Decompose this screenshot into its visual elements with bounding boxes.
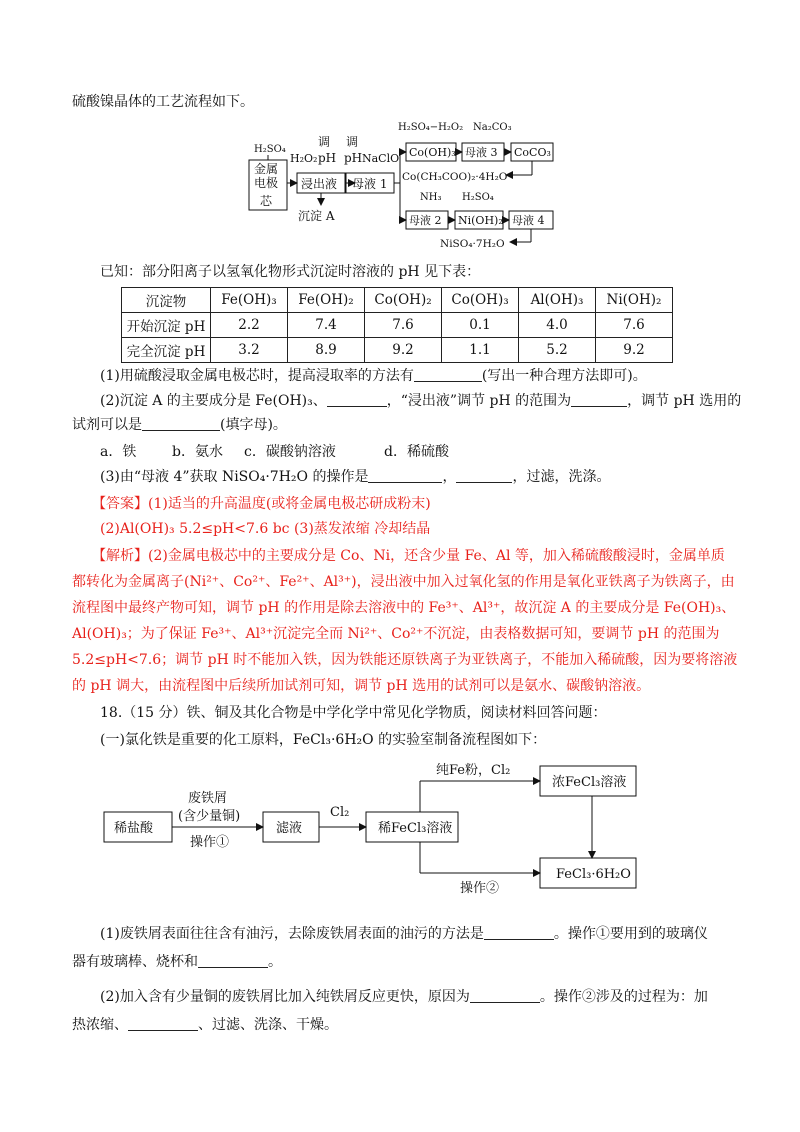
metal-label-1: 金属 — [254, 162, 279, 176]
question-1-text: (1)用硫酸浸取金属电极芯时，提高浸取率的方法有 — [100, 368, 414, 384]
analysis-line-2: 都转化为金属离子(Ni²⁺、Co²⁺、Fe²⁺、Al³⁺)，浸出液中加入过氧化氢的作用是氧化亚铁离子为铁离子，由 — [72, 574, 735, 590]
table-cell: 1.1 — [442, 338, 519, 363]
question-2-text-b: ，“浸出液”调节 pH 的范围为 — [386, 393, 572, 409]
answer-blank — [470, 987, 540, 1003]
operation-2-label: 操作② — [460, 881, 500, 896]
h2so4-label: H₂SO₄ — [254, 144, 286, 155]
chlorine-label: Cl₂ — [330, 805, 350, 820]
table-cell: Fe(OH)₃ — [211, 288, 288, 313]
coco3-label: CoCO₃ — [514, 146, 551, 159]
operation-1-label: 操作① — [190, 835, 230, 850]
precipitation-ph-table — [121, 287, 673, 363]
options-line — [100, 442, 760, 462]
answer-blank — [484, 924, 554, 940]
question-18-1-line-1 — [100, 924, 760, 944]
table-cell: 9.2 — [596, 338, 673, 363]
metal-label-2: 电极 — [254, 176, 279, 190]
ferric-chloride-flow-diagram — [0, 748, 800, 908]
table-cell: Co(OH)₂ — [365, 288, 442, 313]
concentrated-fecl3-label: 浓FeCl₃溶液 — [552, 775, 627, 790]
table-cell: 完全沉淀 pH — [122, 338, 211, 363]
question-2-text-d: 试剂可以是 — [72, 417, 142, 433]
pure-iron-chlorine-label: 纯Fe粉，Cl₂ — [436, 763, 511, 778]
question-18-1-text: (1)废铁屑表面往往含有油污，去除废铁屑表面的油污的方法是 — [100, 926, 484, 942]
question-3 — [100, 467, 760, 487]
product-label: FeCl₃·6H₂O — [556, 867, 631, 882]
intro-text: 硫酸镍晶体的工艺流程如下。 — [72, 94, 254, 110]
analysis-line-3: 流程图中最终产物可知，调节 pH 的作用是除去溶液中的 Fe³⁺、Al³⁺，故沉淀 A 的主要成分是 Fe(OH)₃、 — [72, 600, 736, 616]
mother-liquor-1-label: 母液 1 — [352, 177, 388, 191]
analysis-line-5: 5.2≤pH<7.6；调节 pH 时不能加入铁，因为铁能还原铁离子为亚铁离子，不能加入稀硫酸，因为要将溶液 — [72, 652, 738, 668]
answer-blank — [456, 467, 512, 483]
question-18-2-text-d: 、过滤、洗涤、干燥。 — [198, 1017, 338, 1033]
nickel-process-flow-diagram — [0, 0, 800, 260]
option-a: a．铁 — [100, 444, 137, 460]
mother-liquor-2-label: 母液 2 — [409, 214, 442, 227]
tiao-label-2: 调 — [346, 135, 359, 149]
question-2-text: (2)沉淀 A 的主要成分是 Fe(OH)₃、 — [100, 393, 327, 409]
mother-liquor-4-label: 母液 4 — [512, 214, 545, 227]
question-1-tail: (写出一种合理方法即可)。 — [481, 368, 647, 384]
question-18-2-text-b: 。操作②涉及的过程为：加 — [539, 989, 708, 1005]
answer-blank — [128, 1015, 198, 1031]
table-cell: 沉淀物 — [122, 288, 211, 313]
question-18-1-text-d: 。 — [268, 954, 282, 970]
filtrate-label: 滤液 — [276, 821, 303, 836]
question-3-text: (3)由“母液 4”获取 NiSO₄·7H₂O 的操作是 — [100, 469, 369, 485]
answer-blank — [368, 467, 442, 483]
answer-blank — [142, 415, 220, 431]
dilute-fecl3-label: 稀FeCl₃溶液 — [378, 821, 453, 836]
table-cell: 7.4 — [288, 313, 365, 338]
part-1-heading: (一)氯化铁是重要的化工原料，FeCl₃·6H₂O 的实验室制备流程图如下： — [100, 732, 547, 748]
h2o2-label: H₂O₂ — [290, 152, 318, 165]
precipitate-a-label: 沉淀 A — [298, 209, 335, 223]
analysis-text-1: (2)金属电极芯中的主要成分是 Co、Ni，还含少量 Fe、Al 等，加入稀硫酸酸浸时，金属单质 — [148, 548, 725, 564]
known-text: 已知：部分阳离子以氢氧化物形式沉淀时溶液的 pH 见下表： — [100, 264, 481, 280]
ph-label-2: pH — [344, 151, 363, 165]
tiao-label-1: 调 — [318, 135, 331, 149]
question-18-2-line-1 — [100, 987, 760, 1007]
answer-tag: 【答案】 — [92, 496, 148, 512]
metal-label-3: 芯 — [260, 194, 273, 208]
option-d: d．稀硫酸 — [384, 444, 449, 460]
question-18-1-text-c: 器有玻璃棒、烧杯和 — [72, 954, 198, 970]
table-cell: 8.9 — [288, 338, 365, 363]
table-row — [122, 338, 673, 363]
answer-line-2: (2)Al(OH)₃ 5.2≤pH<7.6 bc (3)蒸发浓缩 冷却结晶 — [100, 521, 431, 537]
question-18-2-text: (2)加入含有少量铜的废铁屑比加入纯铁屑反应更快，原因为 — [100, 989, 470, 1005]
answer-blank — [327, 391, 387, 407]
scrap-iron-label: 废铁屑 — [188, 791, 228, 806]
question-1 — [100, 366, 760, 386]
nh3-label: NH₃ — [420, 192, 442, 203]
niso4-label: NiSO₄·7H₂O — [440, 238, 505, 250]
question-18-2-text-c: 热浓缩、 — [72, 1017, 128, 1033]
answer-blank — [571, 391, 627, 407]
table-cell: 2.2 — [211, 313, 288, 338]
question-2-line-2 — [72, 415, 732, 435]
question-18-heading: 18.（15 分）铁、铜及其化合物是中学化学中常见化学物质，阅读材料回答问题： — [100, 705, 607, 721]
cooh3-label: Co(OH)₃ — [409, 146, 456, 159]
table-cell: 7.6 — [596, 313, 673, 338]
table-header-row — [122, 288, 673, 313]
table-cell: Co(OH)₃ — [442, 288, 519, 313]
analysis-line-6: 的 pH 调大，由流程图中后续所加试剂可知，调节 pH 选用的试剂可以是氨水、碳酸钠溶液。 — [72, 678, 651, 694]
mother-liquor-3-label: 母液 3 — [465, 146, 498, 159]
ph-label-1: pH — [318, 151, 337, 165]
question-3-tail: ，过滤，洗涤。 — [512, 469, 611, 485]
question-18-2-line-2 — [72, 1015, 732, 1035]
table-cell: 4.0 — [519, 313, 596, 338]
question-3-sep: ， — [442, 469, 457, 485]
question-2-text-c: ，调节 pH 选用的 — [627, 393, 742, 409]
h2so4-label-2: H₂SO₄ — [462, 192, 494, 203]
analysis-tag: 【解析】 — [92, 548, 148, 564]
table-cell: 7.6 — [365, 313, 442, 338]
answer-line-1 — [92, 494, 752, 514]
answer-blank — [414, 366, 482, 382]
answer-blank — [198, 952, 268, 968]
question-2-line-1 — [100, 391, 760, 411]
hydrochloric-acid-label: 稀盐酸 — [114, 821, 154, 836]
option-b: b．氨水 — [172, 444, 223, 460]
table-cell: Fe(OH)₂ — [288, 288, 365, 313]
table-cell: 5.2 — [519, 338, 596, 363]
cobalt-acetate-label: Co(CH₃COO)₂·4H₂O — [402, 171, 508, 183]
nioh2-label: Ni(OH)₂ — [458, 214, 503, 227]
question-18-1-text-b: 。操作①要用到的玻璃仪 — [553, 926, 708, 942]
leach-liquid-label: 浸出液 — [301, 177, 338, 191]
option-c: c．碳酸钠溶液 — [244, 444, 336, 460]
table-cell: 9.2 — [365, 338, 442, 363]
table-cell: Ni(OH)₂ — [596, 288, 673, 313]
question-2-text-e: (填字母)。 — [220, 417, 287, 433]
h2so4-h2o2-label: H₂SO₄−H₂O₂ — [398, 122, 464, 133]
analysis-line-4: Al(OH)₃；为了保证 Fe³⁺、Al³⁺沉淀完全而 Ni²⁺、Co²⁺不沉淀，由表格数据可知，要调节 pH 的范围为 — [72, 626, 720, 642]
question-18-1-line-2 — [72, 952, 732, 972]
table-cell: 开始沉淀 pH — [122, 313, 211, 338]
analysis-line-1 — [92, 546, 752, 566]
na2co3-label: Na₂CO₃ — [473, 122, 512, 133]
table-cell: 3.2 — [211, 338, 288, 363]
answer-text-1: (1)适当的升高温度(或将金属电极芯研成粉末) — [148, 496, 431, 512]
copper-note-label: (含少量铜) — [178, 809, 241, 824]
table-row — [122, 313, 673, 338]
naclo-label: NaClO — [362, 152, 400, 165]
table-cell: 0.1 — [442, 313, 519, 338]
table-cell: Al(OH)₃ — [519, 288, 596, 313]
